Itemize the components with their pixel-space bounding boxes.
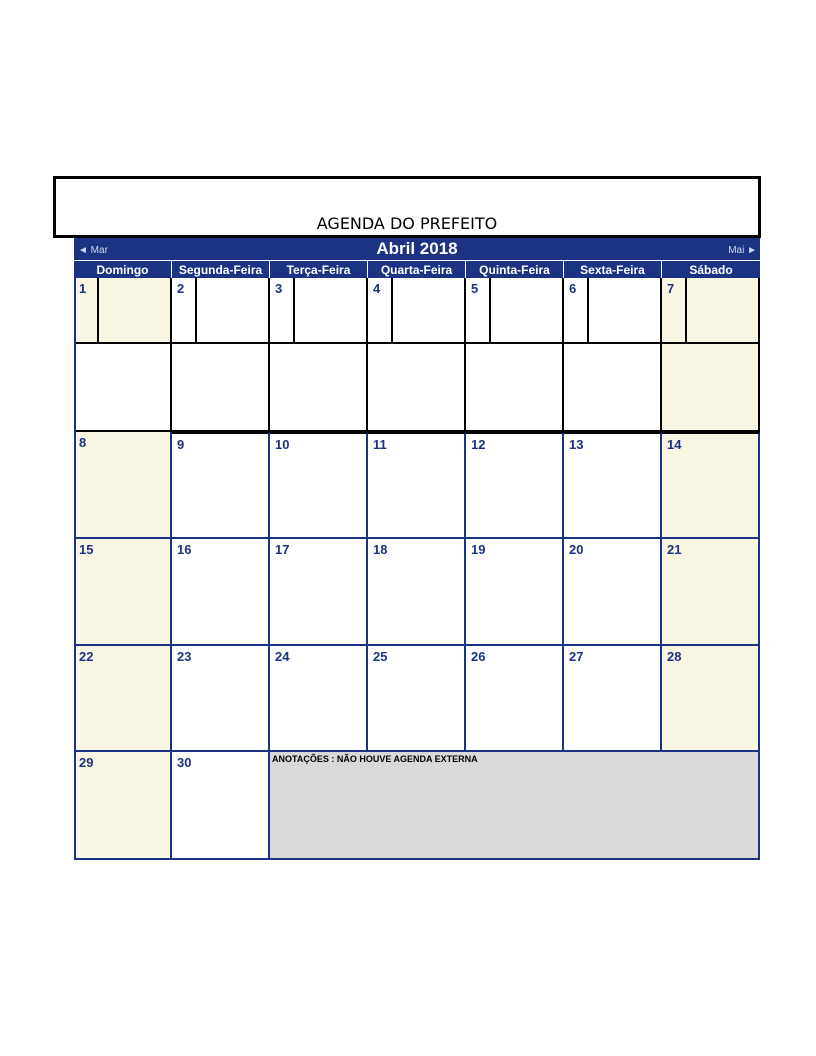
day-number: 15 [79,542,94,557]
weekday-header-row [74,260,760,279]
day-cell[interactable] [270,278,368,344]
day-number: 20 [569,542,584,557]
day-cell[interactable] [466,646,564,752]
day-cell[interactable] [662,278,760,344]
day-cell[interactable] [74,539,172,646]
weekday-quinta: Quinta-Feira [466,261,564,279]
month-title: Abril 2018 [376,239,458,258]
day-number: 4 [373,281,381,296]
day-cell[interactable] [564,646,662,752]
day-cell-extension[interactable] [172,344,270,432]
day-cell[interactable] [368,646,466,752]
day-cell[interactable] [172,646,270,752]
weekday-sexta: Sexta-Feira [564,261,662,279]
day-cell[interactable] [270,646,368,752]
day-number: 26 [471,649,486,664]
day-number: 13 [569,437,584,452]
notes-area[interactable] [270,752,760,860]
day-number: 6 [569,281,577,296]
day-number: 11 [373,437,387,452]
day-number: 28 [667,649,682,664]
day-cell[interactable] [270,539,368,646]
day-cell[interactable] [564,278,662,344]
calendar [74,238,760,860]
weekday-domingo: Domingo [74,261,172,279]
day-number: 22 [79,649,94,664]
day-number: 19 [471,542,486,557]
notes-label: ANOTAÇÕES : NÃO HOUVE AGENDA EXTERNA [272,754,478,764]
day-cell[interactable] [662,539,760,646]
day-number: 18 [373,542,388,557]
day-cell[interactable] [74,646,172,752]
day-number: 3 [275,281,283,296]
day-cell[interactable] [368,432,466,539]
day-cell-extension[interactable] [466,344,564,432]
day-cell[interactable] [172,539,270,646]
day-number: 12 [471,437,486,452]
day-cell[interactable] [74,278,172,344]
day-number: 23 [177,649,192,664]
day-cell[interactable] [466,432,564,539]
day-cell[interactable] [74,752,172,860]
day-number: 24 [275,649,290,664]
day-number: 2 [177,281,185,296]
day-number: 7 [667,281,675,296]
day-number: 27 [569,649,584,664]
day-cell[interactable] [172,432,270,539]
day-cell[interactable] [74,432,172,539]
day-cell[interactable] [564,432,662,539]
weekday-quarta: Quarta-Feira [368,261,466,279]
day-cell[interactable] [172,278,270,344]
day-cell-extension[interactable] [564,344,662,432]
day-number: 9 [177,437,185,452]
day-number: 1 [79,281,87,296]
day-number: 21 [667,542,682,557]
day-cell[interactable] [466,539,564,646]
weekday-terca: Terça-Feira [270,261,368,279]
day-cell-extension[interactable] [270,344,368,432]
day-cell[interactable] [368,539,466,646]
day-number: 10 [275,437,290,452]
weekday-segunda: Segunda-Feira [172,261,270,279]
day-number: 25 [373,649,388,664]
prev-month-link[interactable]: ◄ Mar [78,245,108,256]
page-title: AGENDA DO PREFEITO [316,214,498,233]
day-cell[interactable] [662,646,760,752]
day-cell[interactable] [368,278,466,344]
day-number: 5 [471,281,479,296]
calendar-header [74,238,760,260]
day-number: 29 [79,755,94,770]
day-cell[interactable] [466,278,564,344]
day-cell-extension[interactable] [368,344,466,432]
day-cell[interactable] [270,432,368,539]
day-number: 16 [177,542,192,557]
next-month-link[interactable]: Mai ► [728,245,757,256]
day-cell[interactable] [662,432,760,539]
day-cell-extension[interactable] [74,344,172,432]
day-number: 30 [177,755,192,770]
day-number: 14 [667,437,682,452]
weekday-sabado: Sábado [689,263,733,277]
day-cell[interactable] [564,539,662,646]
day-cell-extension[interactable] [662,344,760,432]
day-number: 8 [79,435,87,450]
day-cell[interactable] [172,752,270,860]
title-box [53,176,761,238]
day-number: 17 [275,542,290,557]
